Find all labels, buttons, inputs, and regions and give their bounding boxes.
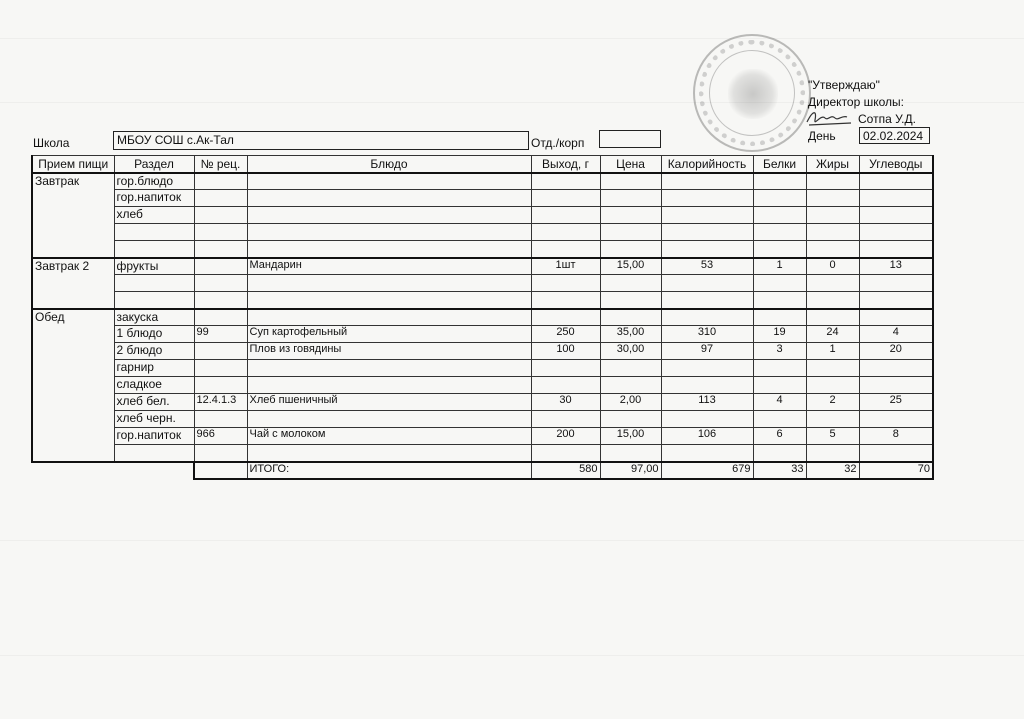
school-field bbox=[113, 131, 529, 150]
dish-cell bbox=[247, 241, 531, 258]
school-value: МБОУ СОШ с.Ак-Тал bbox=[117, 133, 234, 147]
protein-cell bbox=[753, 411, 806, 428]
total-carbs-cell: 70 bbox=[859, 462, 933, 479]
calories-cell: 53 bbox=[661, 258, 753, 275]
yield-cell bbox=[531, 173, 600, 190]
table-row bbox=[32, 445, 933, 462]
dish-cell: Плов из говядины bbox=[247, 343, 531, 360]
price-cell bbox=[600, 360, 661, 377]
calories-cell bbox=[661, 207, 753, 224]
recipe-cell bbox=[194, 360, 247, 377]
carbs-cell bbox=[859, 241, 933, 258]
yield-cell: 1шт bbox=[531, 258, 600, 275]
total-recipe-cell bbox=[194, 462, 247, 479]
table-row bbox=[32, 190, 933, 207]
price-cell: 15,00 bbox=[600, 258, 661, 275]
carbs-cell bbox=[859, 292, 933, 309]
protein-cell: 19 bbox=[753, 326, 806, 343]
fat-cell bbox=[806, 207, 859, 224]
meal-cell bbox=[32, 343, 114, 360]
col-header-dish: Блюдо bbox=[247, 156, 531, 173]
carbs-cell: 4 bbox=[859, 326, 933, 343]
section-cell bbox=[114, 292, 194, 309]
fat-cell bbox=[806, 190, 859, 207]
dish-cell bbox=[247, 309, 531, 326]
price-cell bbox=[600, 224, 661, 241]
recipe-cell bbox=[194, 241, 247, 258]
fat-cell bbox=[806, 224, 859, 241]
table-row bbox=[32, 241, 933, 258]
price-cell bbox=[600, 173, 661, 190]
carbs-cell bbox=[859, 411, 933, 428]
yield-cell bbox=[531, 377, 600, 394]
meal-cell bbox=[32, 224, 114, 241]
calories-cell bbox=[661, 173, 753, 190]
coat-of-arms-icon bbox=[728, 69, 778, 119]
calories-cell bbox=[661, 275, 753, 292]
col-header-protein: Белки bbox=[753, 156, 806, 173]
total-fat-cell: 32 bbox=[806, 462, 859, 479]
total-price-cell: 97,00 bbox=[600, 462, 661, 479]
section-cell: хлеб bbox=[114, 207, 194, 224]
meal-cell bbox=[32, 292, 114, 309]
table-row bbox=[32, 258, 933, 275]
recipe-cell bbox=[194, 190, 247, 207]
scan-artifact bbox=[0, 540, 1024, 541]
day-field bbox=[859, 127, 930, 144]
carbs-cell: 13 bbox=[859, 258, 933, 275]
recipe-cell bbox=[194, 445, 247, 462]
section-cell: гор.блюдо bbox=[114, 173, 194, 190]
carbs-cell bbox=[859, 309, 933, 326]
protein-cell bbox=[753, 292, 806, 309]
table-row bbox=[32, 343, 933, 360]
meal-cell bbox=[32, 326, 114, 343]
yield-cell bbox=[531, 275, 600, 292]
section-cell: сладкое bbox=[114, 377, 194, 394]
price-cell bbox=[600, 377, 661, 394]
col-header-section: Раздел bbox=[114, 156, 194, 173]
calories-cell bbox=[661, 309, 753, 326]
carbs-cell: 25 bbox=[859, 394, 933, 411]
official-stamp bbox=[693, 34, 811, 152]
meal-cell bbox=[32, 428, 114, 445]
dish-cell bbox=[247, 411, 531, 428]
yield-cell bbox=[531, 309, 600, 326]
table-row bbox=[32, 292, 933, 309]
scan-artifact bbox=[0, 655, 1024, 656]
yield-cell: 200 bbox=[531, 428, 600, 445]
carbs-cell bbox=[859, 360, 933, 377]
protein-cell bbox=[753, 207, 806, 224]
dish-cell bbox=[247, 207, 531, 224]
price-cell bbox=[600, 275, 661, 292]
carbs-cell bbox=[859, 207, 933, 224]
table-row bbox=[32, 173, 933, 190]
meal-cell bbox=[32, 275, 114, 292]
meal-cell bbox=[32, 241, 114, 258]
recipe-cell bbox=[194, 292, 247, 309]
calories-cell: 97 bbox=[661, 343, 753, 360]
recipe-cell bbox=[194, 309, 247, 326]
calories-cell: 113 bbox=[661, 394, 753, 411]
day-value: 02.02.2024 bbox=[863, 129, 924, 143]
day-label: День bbox=[808, 129, 836, 143]
carbs-cell: 8 bbox=[859, 428, 933, 445]
section-cell: 1 блюдо bbox=[114, 326, 194, 343]
price-cell bbox=[600, 292, 661, 309]
menu-table bbox=[31, 155, 934, 480]
fat-cell: 2 bbox=[806, 394, 859, 411]
carbs-cell bbox=[859, 173, 933, 190]
carbs-cell bbox=[859, 275, 933, 292]
meal-cell: Завтрак bbox=[32, 173, 114, 190]
signer-name: Сотпа У.Д. bbox=[858, 112, 916, 126]
col-header-carbs: Углеводы bbox=[859, 156, 933, 173]
recipe-cell bbox=[194, 411, 247, 428]
table-row bbox=[32, 326, 933, 343]
recipe-cell bbox=[194, 207, 247, 224]
yield-cell bbox=[531, 360, 600, 377]
recipe-cell bbox=[194, 343, 247, 360]
scan-artifact bbox=[0, 38, 1024, 39]
fat-cell bbox=[806, 241, 859, 258]
price-cell: 2,00 bbox=[600, 394, 661, 411]
meal-cell bbox=[32, 411, 114, 428]
signature-icon bbox=[805, 106, 855, 130]
section-cell bbox=[114, 445, 194, 462]
table-row bbox=[32, 275, 933, 292]
section-cell bbox=[114, 275, 194, 292]
price-cell: 30,00 bbox=[600, 343, 661, 360]
fat-cell: 24 bbox=[806, 326, 859, 343]
price-cell bbox=[600, 190, 661, 207]
table-row bbox=[32, 309, 933, 326]
calories-cell bbox=[661, 445, 753, 462]
protein-cell: 6 bbox=[753, 428, 806, 445]
fat-cell: 0 bbox=[806, 258, 859, 275]
dept-field bbox=[599, 130, 661, 148]
fat-cell bbox=[806, 411, 859, 428]
carbs-cell bbox=[859, 445, 933, 462]
yield-cell bbox=[531, 411, 600, 428]
approval-line-1: "Утверждаю" bbox=[808, 78, 880, 92]
section-cell: хлеб бел. bbox=[114, 394, 194, 411]
section-cell: гарнир bbox=[114, 360, 194, 377]
table-header-row bbox=[32, 156, 933, 173]
col-header-recipe: № рец. bbox=[194, 156, 247, 173]
yield-cell bbox=[531, 224, 600, 241]
protein-cell: 1 bbox=[753, 258, 806, 275]
recipe-cell: 12.4.1.3 bbox=[194, 394, 247, 411]
fat-cell bbox=[806, 360, 859, 377]
dish-cell bbox=[247, 377, 531, 394]
dish-cell bbox=[247, 445, 531, 462]
col-header-calories: Калорийность bbox=[661, 156, 753, 173]
approval-line-2: Директор школы: bbox=[808, 95, 904, 109]
total-row bbox=[32, 462, 933, 479]
protein-cell bbox=[753, 173, 806, 190]
table-row bbox=[32, 360, 933, 377]
recipe-cell bbox=[194, 377, 247, 394]
dish-cell: Чай с молоком bbox=[247, 428, 531, 445]
yield-cell bbox=[531, 292, 600, 309]
section-cell: гор.напиток bbox=[114, 190, 194, 207]
calories-cell: 310 bbox=[661, 326, 753, 343]
meal-cell bbox=[32, 394, 114, 411]
yield-cell bbox=[531, 445, 600, 462]
table-row bbox=[32, 224, 933, 241]
protein-cell bbox=[753, 190, 806, 207]
fat-cell bbox=[806, 173, 859, 190]
meal-cell bbox=[32, 377, 114, 394]
protein-cell bbox=[753, 241, 806, 258]
dish-cell: Суп картофельный bbox=[247, 326, 531, 343]
dish-cell: Мандарин bbox=[247, 258, 531, 275]
yield-cell: 250 bbox=[531, 326, 600, 343]
table-row bbox=[32, 207, 933, 224]
fat-cell bbox=[806, 292, 859, 309]
price-cell: 15,00 bbox=[600, 428, 661, 445]
protein-cell bbox=[753, 360, 806, 377]
dish-cell bbox=[247, 224, 531, 241]
price-cell bbox=[600, 241, 661, 258]
fat-cell: 1 bbox=[806, 343, 859, 360]
dish-cell bbox=[247, 360, 531, 377]
price-cell bbox=[600, 445, 661, 462]
dept-label: Отд./корп bbox=[531, 136, 585, 150]
calories-cell bbox=[661, 411, 753, 428]
col-header-meal: Прием пищи bbox=[32, 156, 114, 173]
calories-cell bbox=[661, 190, 753, 207]
table-row bbox=[32, 411, 933, 428]
fat-cell bbox=[806, 309, 859, 326]
carbs-cell: 20 bbox=[859, 343, 933, 360]
col-header-fat: Жиры bbox=[806, 156, 859, 173]
recipe-cell: 99 bbox=[194, 326, 247, 343]
section-cell: 2 блюдо bbox=[114, 343, 194, 360]
recipe-cell bbox=[194, 275, 247, 292]
section-cell: фрукты bbox=[114, 258, 194, 275]
total-calories-cell: 679 bbox=[661, 462, 753, 479]
carbs-cell bbox=[859, 224, 933, 241]
col-header-price: Цена bbox=[600, 156, 661, 173]
section-cell: закуска bbox=[114, 309, 194, 326]
protein-cell bbox=[753, 445, 806, 462]
recipe-cell bbox=[194, 173, 247, 190]
total-protein-cell: 33 bbox=[753, 462, 806, 479]
section-cell: гор.напиток bbox=[114, 428, 194, 445]
price-cell bbox=[600, 309, 661, 326]
calories-cell bbox=[661, 224, 753, 241]
meal-cell bbox=[32, 207, 114, 224]
protein-cell bbox=[753, 309, 806, 326]
price-cell bbox=[600, 207, 661, 224]
meal-cell bbox=[32, 360, 114, 377]
protein-cell bbox=[753, 275, 806, 292]
protein-cell bbox=[753, 224, 806, 241]
yield-cell bbox=[531, 190, 600, 207]
section-cell: хлеб черн. bbox=[114, 411, 194, 428]
calories-cell bbox=[661, 292, 753, 309]
calories-cell: 106 bbox=[661, 428, 753, 445]
yield-cell bbox=[531, 207, 600, 224]
fat-cell bbox=[806, 445, 859, 462]
school-label: Школа bbox=[33, 136, 70, 150]
table-row bbox=[32, 394, 933, 411]
fat-cell: 5 bbox=[806, 428, 859, 445]
table-row bbox=[32, 377, 933, 394]
calories-cell bbox=[661, 360, 753, 377]
total-spacer bbox=[32, 462, 194, 479]
protein-cell: 3 bbox=[753, 343, 806, 360]
price-cell bbox=[600, 411, 661, 428]
carbs-cell bbox=[859, 190, 933, 207]
meal-cell: Обед bbox=[32, 309, 114, 326]
calories-cell bbox=[661, 377, 753, 394]
meal-cell bbox=[32, 190, 114, 207]
meal-cell bbox=[32, 445, 114, 462]
table-row bbox=[32, 428, 933, 445]
carbs-cell bbox=[859, 377, 933, 394]
fat-cell bbox=[806, 377, 859, 394]
protein-cell: 4 bbox=[753, 394, 806, 411]
dish-cell: Хлеб пшеничный bbox=[247, 394, 531, 411]
fat-cell bbox=[806, 275, 859, 292]
recipe-cell: 966 bbox=[194, 428, 247, 445]
dish-cell bbox=[247, 275, 531, 292]
recipe-cell bbox=[194, 258, 247, 275]
yield-cell: 30 bbox=[531, 394, 600, 411]
col-header-yield: Выход, г bbox=[531, 156, 600, 173]
calories-cell bbox=[661, 241, 753, 258]
dish-cell bbox=[247, 292, 531, 309]
recipe-cell bbox=[194, 224, 247, 241]
meal-cell: Завтрак 2 bbox=[32, 258, 114, 275]
dish-cell bbox=[247, 190, 531, 207]
total-label: ИТОГО: bbox=[247, 462, 531, 479]
total-yield-cell: 580 bbox=[531, 462, 600, 479]
dish-cell bbox=[247, 173, 531, 190]
price-cell: 35,00 bbox=[600, 326, 661, 343]
yield-cell: 100 bbox=[531, 343, 600, 360]
section-cell bbox=[114, 241, 194, 258]
section-cell bbox=[114, 224, 194, 241]
yield-cell bbox=[531, 241, 600, 258]
protein-cell bbox=[753, 377, 806, 394]
